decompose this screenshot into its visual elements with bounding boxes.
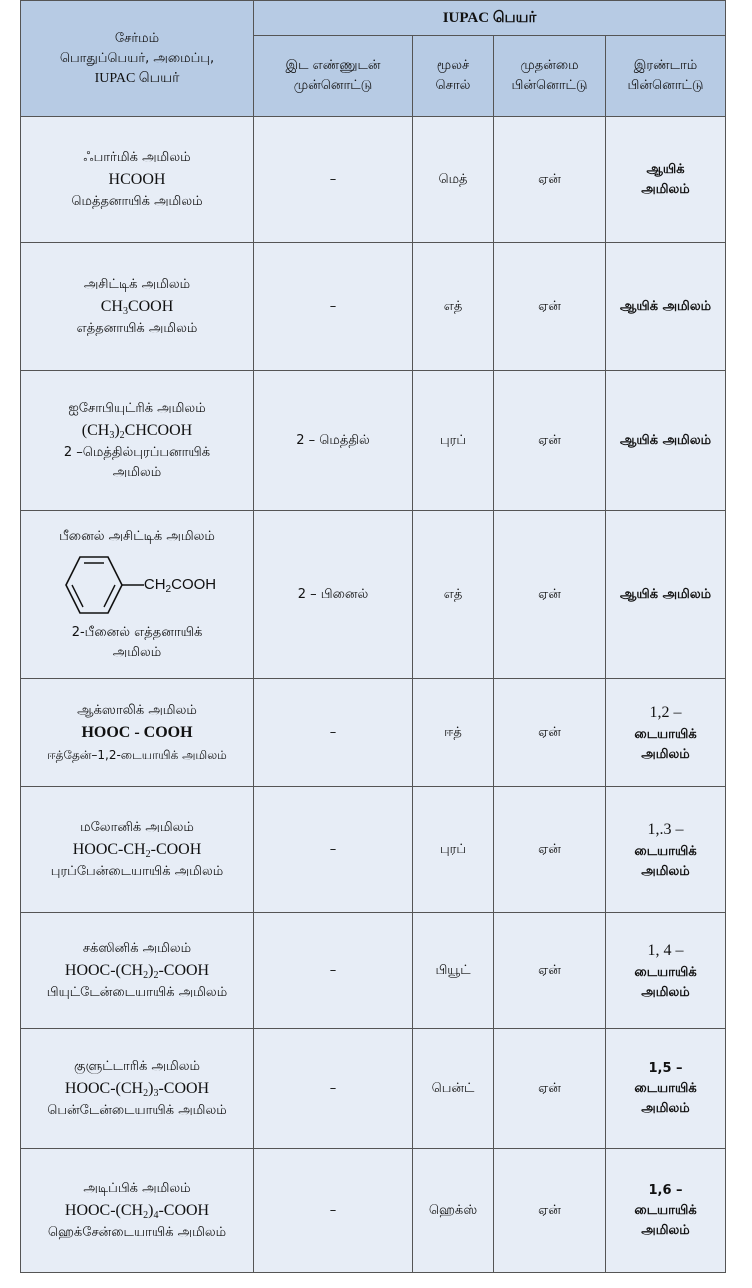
formula-subscript: 3 — [153, 1087, 159, 1099]
secondary-line: டையாயிக் — [634, 964, 697, 980]
iupac-name: எத்தனாயிக் அமிலம் — [76, 320, 198, 336]
root-cell: எத் — [413, 511, 494, 679]
secondary-line: ஆயிக் அமிலம் — [619, 586, 712, 602]
iupac-name: ஹெக்சேன்டையாயிக் அமிலம் — [47, 1224, 227, 1240]
formula-subscript: 2 — [165, 583, 172, 595]
table-row — [21, 511, 726, 679]
prefix-cell: – — [254, 787, 413, 913]
secondary-line: 1,6 – — [648, 1182, 683, 1198]
primary-suffix-cell: ஏன் — [494, 913, 606, 1029]
root-cell: எத் — [413, 243, 494, 371]
formula-subscript: 4 — [153, 1209, 159, 1221]
secondary-suffix-cell — [606, 511, 726, 679]
header-iupac-group: IUPAC பெயர் — [254, 1, 726, 36]
formula-part: CHCOOH — [124, 421, 193, 439]
secondary-suffix-cell — [606, 243, 726, 371]
secondary-line: 1,.3 – — [647, 820, 684, 838]
formula — [25, 295, 249, 319]
primary-suffix-cell: ஏன் — [494, 787, 606, 913]
prefix-cell: – — [254, 679, 413, 787]
iupac-table — [20, 0, 726, 1273]
table-row — [21, 787, 726, 913]
iupac-name: 2-பீனைல் எத்தனாயிக் — [71, 624, 203, 640]
common-name: ஃபார்மிக் அமிலம் — [83, 149, 191, 165]
formula-part: ) — [148, 1201, 154, 1219]
secondary-line: ஆயிக் — [646, 161, 685, 177]
iupac-name: மெத்தனாயிக் அமிலம் — [71, 193, 203, 209]
table-row — [21, 679, 726, 787]
header-prefix-line2: முன்னொட்டு — [293, 78, 373, 93]
compound-cell — [21, 371, 254, 511]
prefix-cell: – — [254, 1149, 413, 1273]
header-primary-line2: பின்னொட்டு — [511, 78, 588, 93]
primary-suffix-cell: ஏன் — [494, 117, 606, 243]
common-name: பீனைல் அசிட்டிக் அமிலம் — [59, 528, 215, 544]
iupac-name: பென்டேன்டையாயிக் அமிலம் — [47, 1102, 227, 1118]
formula-part: (CH — [81, 421, 110, 439]
header-compound-line3: IUPAC பெயர் — [94, 70, 180, 86]
formula — [25, 1077, 249, 1101]
substituent-formula — [144, 575, 216, 595]
table-row — [21, 117, 726, 243]
header-primary — [494, 36, 606, 117]
formula-part: ) — [148, 1079, 154, 1097]
secondary-suffix-cell — [606, 913, 726, 1029]
primary-suffix-cell: ஏன் — [494, 679, 606, 787]
table-row — [21, 913, 726, 1029]
formula-part: -COOH — [158, 961, 210, 979]
formula — [25, 419, 249, 443]
formula-part: -COOH — [150, 840, 202, 858]
common-name: குளுட்டாரிக் அமிலம் — [73, 1058, 201, 1074]
root-cell: பென்ட் — [413, 1029, 494, 1149]
formula-part: HOOC - COOH — [81, 723, 193, 741]
formula-subscript: 2 — [153, 969, 159, 981]
secondary-line: டையாயிக் — [634, 726, 697, 742]
formula — [25, 959, 249, 983]
secondary-suffix-cell — [606, 371, 726, 511]
secondary-suffix-cell — [606, 1149, 726, 1273]
formula-subscript: 2 — [145, 848, 151, 860]
root-cell: புரப் — [413, 371, 494, 511]
iupac-name: 2 –மெத்தில்புரப்பனாயிக் — [63, 444, 211, 460]
table-row — [21, 1029, 726, 1149]
primary-suffix-cell: ஏன் — [494, 243, 606, 371]
formula-subscript: 3 — [109, 429, 115, 441]
iupac-name: புரப்பேன்டையாயிக் அமிலம் — [50, 863, 224, 879]
header-secondary-line2: பின்னொட்டு — [627, 78, 704, 93]
formula-subscript: 2 — [119, 429, 125, 441]
formula-part: HOOC-(CH — [64, 1079, 144, 1097]
formula-part: COOH — [171, 575, 217, 593]
iupac-name: அமிலம் — [112, 464, 162, 480]
primary-suffix-cell: ஏன் — [494, 1149, 606, 1273]
primary-suffix-cell: ஏன் — [494, 511, 606, 679]
prefix-cell: 2 – மெத்தில் — [254, 371, 413, 511]
formula-subscript: 2 — [143, 969, 149, 981]
header-compound-line2: பொதுப்பெயர், அமைப்பு, — [59, 50, 215, 66]
compound-cell — [21, 511, 254, 679]
common-name: ஐசோபியுட்ரிக் அமிலம் — [68, 400, 206, 416]
secondary-line: 1,2 – — [649, 703, 682, 721]
formula — [25, 721, 249, 745]
header-root — [413, 36, 494, 117]
root-cell: மெத் — [413, 117, 494, 243]
root-cell: புரப் — [413, 787, 494, 913]
iupac-name: பியுட்டேன்டையாயிக் அமிலம் — [46, 984, 228, 1000]
prefix-cell: – — [254, 243, 413, 371]
table-row — [21, 243, 726, 371]
root-cell: ஹெக்ஸ் — [413, 1149, 494, 1273]
table-row — [21, 371, 726, 511]
formula-part: ) — [114, 421, 120, 439]
formula-part: HOOC-CH — [72, 840, 146, 858]
secondary-line: ஆயிக் அமிலம் — [619, 298, 712, 314]
formula-subscript: 2 — [143, 1209, 149, 1221]
formula-part: ) — [148, 961, 154, 979]
compound-cell — [21, 243, 254, 371]
secondary-suffix-cell — [606, 787, 726, 913]
secondary-line: ஆயிக் அமிலம் — [619, 432, 712, 448]
primary-suffix-cell: ஏன் — [494, 1029, 606, 1149]
root-cell: பியூட் — [413, 913, 494, 1029]
formula-part: HCOOH — [108, 170, 166, 188]
formula-part: COOH — [127, 297, 174, 315]
iupac-name: அமிலம் — [112, 644, 162, 660]
formula-part: HOOC-(CH — [64, 1201, 144, 1219]
formula-part: -COOH — [158, 1201, 210, 1219]
compound-cell — [21, 1149, 254, 1273]
formula — [25, 838, 249, 862]
structure-drawing — [25, 553, 249, 617]
formula-part: HOOC-(CH — [64, 961, 144, 979]
formula-part: -COOH — [158, 1079, 210, 1097]
secondary-line: டையாயிக் — [634, 1202, 697, 1218]
table-row — [21, 1149, 726, 1273]
header-root-line2: சொல் — [435, 78, 471, 93]
header-secondary — [606, 36, 726, 117]
common-name: அசிட்டிக் அமிலம் — [83, 276, 191, 292]
header-secondary-line1: இரண்டாம் — [633, 58, 698, 73]
secondary-line: 1,5 – — [648, 1060, 683, 1076]
prefix-cell: – — [254, 913, 413, 1029]
secondary-line: அமிலம் — [641, 746, 690, 762]
header-primary-line1: முதன்மை — [520, 58, 579, 73]
header-compound — [21, 1, 254, 117]
compound-cell — [21, 679, 254, 787]
iupac-name: ஈத்தேன்–1,2-டையாயிக் அமிலம் — [47, 747, 227, 762]
header-root-line1: மூலச் — [436, 58, 470, 73]
secondary-line: 1, 4 – — [647, 941, 684, 959]
common-name: அடிப்பிக் அமிலம் — [83, 1180, 191, 1196]
formula-part: CH — [143, 575, 166, 593]
common-name: சக்ஸினிக் அமிலம் — [82, 940, 192, 956]
prefix-cell: – — [254, 117, 413, 243]
compound-cell — [21, 787, 254, 913]
secondary-line: டையாயிக் — [634, 843, 697, 859]
secondary-line: அமிலம் — [641, 863, 690, 879]
prefix-cell: 2 – பினைல் — [254, 511, 413, 679]
primary-suffix-cell: ஏன் — [494, 371, 606, 511]
compound-cell — [21, 117, 254, 243]
header-prefix — [254, 36, 413, 117]
header-prefix-line1: இட எண்ணுடன் — [285, 58, 381, 73]
secondary-line: அமிலம் — [641, 1100, 690, 1116]
secondary-line: அமிலம் — [641, 1222, 690, 1238]
compound-cell — [21, 913, 254, 1029]
secondary-suffix-cell — [606, 1029, 726, 1149]
formula — [25, 168, 249, 192]
secondary-suffix-cell — [606, 117, 726, 243]
secondary-line: டையாயிக் — [634, 1080, 697, 1096]
common-name: மலோனிக் அமிலம் — [80, 819, 194, 835]
root-cell: ஈத் — [413, 679, 494, 787]
compound-cell — [21, 1029, 254, 1149]
formula-subscript: 2 — [143, 1087, 149, 1099]
formula-part: CH — [100, 297, 123, 315]
formula — [25, 1199, 249, 1223]
formula-subscript: 3 — [122, 305, 128, 317]
secondary-suffix-cell — [606, 679, 726, 787]
header-compound-line1: சேர்மம் — [114, 30, 160, 46]
common-name: ஆக்ஸாலிக் அமிலம் — [77, 702, 197, 718]
prefix-cell: – — [254, 1029, 413, 1149]
secondary-line: அமிலம் — [641, 984, 690, 1000]
benzene-ring-icon — [58, 553, 144, 617]
secondary-line: அமிலம் — [641, 181, 690, 197]
